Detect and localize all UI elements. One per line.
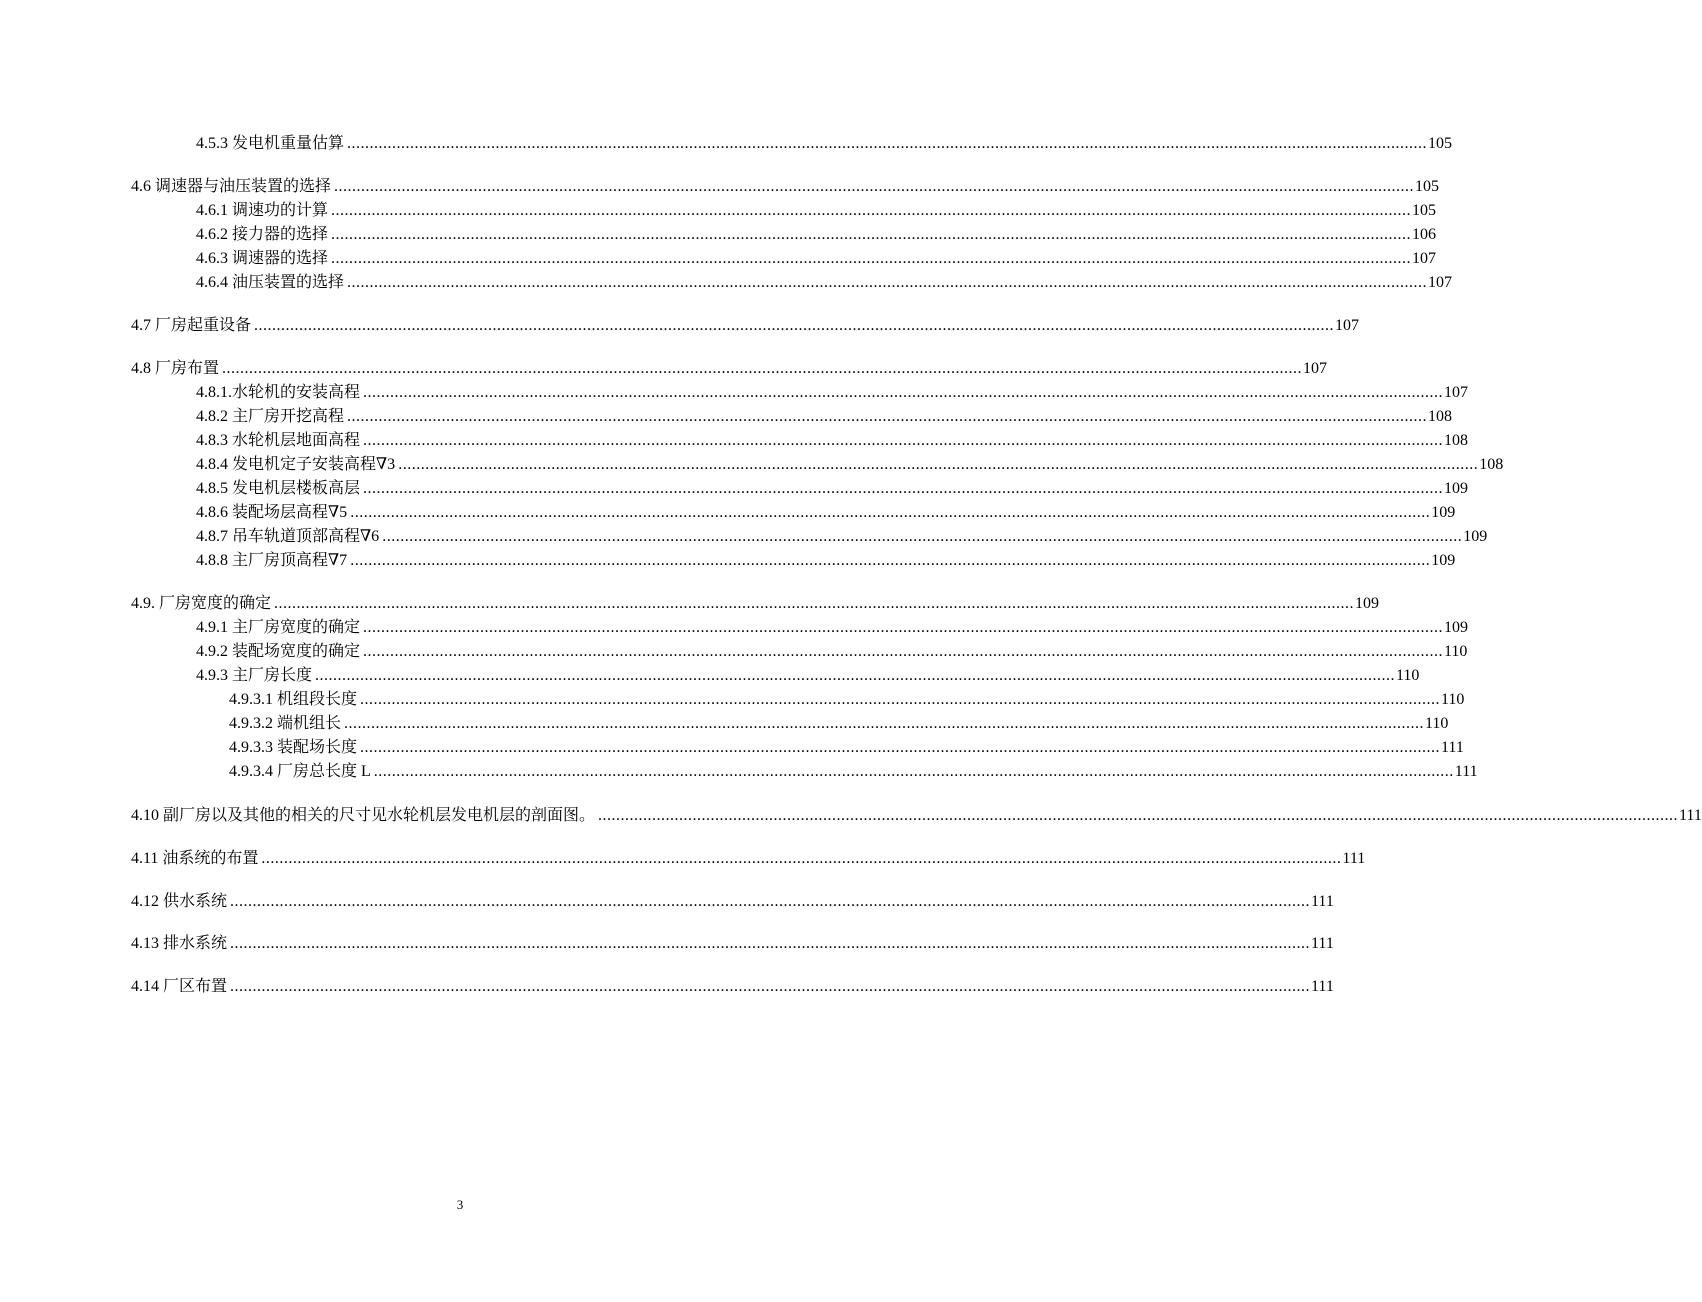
toc-entry-page-number: 111 (1342, 850, 1366, 867)
dot-leader: ................................................................................................................................................................................................................................................ (363, 432, 1444, 449)
toc-entry-title: 4.11 油系统的布置 (131, 850, 259, 867)
dot-leader: ................................................................................................................................................................................................................................................ (360, 691, 1441, 708)
toc-entry[interactable] (196, 453, 1504, 477)
toc-entry[interactable] (196, 549, 1456, 573)
toc-entry[interactable] (196, 501, 1456, 525)
dot-leader: ................................................................................................................................................................................................................................................ (350, 552, 1431, 569)
toc-entry-page-number: 107 (1428, 274, 1453, 291)
dot-leader: ................................................................................................................................................................................................................................................ (254, 317, 1335, 334)
toc-entry[interactable] (196, 640, 1468, 664)
dot-leader: ................................................................................................................................................................................................................................................ (230, 893, 1311, 910)
toc-entry-title: 4.9.3.3 装配场长度 (229, 739, 358, 756)
toc-entry-title: 4.9.1 主厂房宽度的确定 (196, 619, 361, 636)
dot-leader: ................................................................................................................................................................................................................................................ (331, 250, 1412, 267)
toc-entry[interactable] (196, 132, 1453, 156)
toc-entry[interactable] (196, 405, 1453, 429)
toc-entry-page-number: 108 (1428, 408, 1453, 425)
dot-leader: ................................................................................................................................................................................................................................................ (331, 226, 1412, 243)
dot-leader: ................................................................................................................................................................................................................................................ (347, 135, 1428, 152)
toc-entry[interactable] (196, 525, 1488, 549)
toc-entry-title: 4.8.1.水轮机的安装高程 (196, 384, 361, 401)
toc-entry-title: 4.8.6 装配场层高程∇5 (196, 504, 348, 521)
toc-entry[interactable] (196, 223, 1437, 247)
toc-entry-title: 4.14 厂区布置 (131, 978, 228, 995)
toc-entry-title: 4.8.2 主厂房开挖高程 (196, 408, 345, 425)
toc-entry-page-number: 111 (1311, 935, 1334, 952)
toc-entry-title: 4.8.5 发电机层楼板高层 (196, 480, 361, 497)
toc-entry[interactable] (196, 429, 1469, 453)
toc-entry-page-number: 110 (1396, 667, 1420, 684)
dot-leader: ................................................................................................................................................................................................................................................ (331, 202, 1412, 219)
toc-entry[interactable] (131, 890, 1334, 914)
dot-leader: ................................................................................................................................................................................................................................................ (344, 715, 1425, 732)
page-number: 3 (456, 1197, 464, 1212)
toc-entry-title: 4.8 厂房布置 (131, 360, 220, 377)
dot-leader: ................................................................................................................................................................................................................................................ (230, 978, 1311, 995)
toc-entry[interactable] (196, 477, 1469, 501)
toc-entry-page-number: 109 (1444, 480, 1469, 497)
toc-entry-title: 4.8.8 主厂房顶高程∇7 (196, 552, 348, 569)
toc-entry-page-number: 111 (1311, 978, 1334, 995)
dot-leader: ................................................................................................................................................................................................................................................ (398, 456, 1479, 473)
toc-entry-title: 4.6.2 接力器的选择 (196, 226, 329, 243)
toc-entry[interactable] (229, 712, 1449, 736)
toc-entry[interactable] (131, 975, 1334, 999)
dot-leader: ................................................................................................................................................................................................................................................ (373, 763, 1454, 780)
toc-entry-page-number: 108 (1479, 456, 1504, 473)
toc-entry-page-number: 111 (1679, 807, 1702, 824)
toc-entry-title: 4.9.3.2 端机组长 (229, 715, 342, 732)
toc-entry-title: 4.5.3 发电机重量估算 (196, 135, 345, 152)
toc-entry-page-number: 105 (1428, 135, 1453, 152)
toc-entry-page-number: 106 (1412, 226, 1437, 243)
toc-entry[interactable] (229, 760, 1478, 784)
toc-entry-page-number: 110 (1441, 691, 1465, 708)
toc-entry-page-number: 109 (1444, 619, 1469, 636)
toc-entry[interactable] (229, 688, 1465, 712)
toc-entry[interactable] (196, 271, 1453, 295)
toc-entry-title: 4.13 排水系统 (131, 935, 228, 952)
toc-entry-page-number: 105 (1412, 202, 1437, 219)
toc-entry[interactable] (196, 616, 1469, 640)
toc-entry[interactable] (131, 592, 1380, 616)
toc-entry[interactable] (229, 736, 1464, 760)
dot-leader: ................................................................................................................................................................................................................................................ (347, 408, 1428, 425)
toc-entry-title: 4.12 供水系统 (131, 893, 228, 910)
toc-entry-title: 4.7 厂房起重设备 (131, 317, 252, 334)
toc-entry-page-number: 109 (1431, 504, 1456, 521)
toc-entry[interactable] (131, 175, 1440, 199)
toc-entry[interactable] (131, 357, 1328, 381)
toc-entry-title: 4.6.4 油压装置的选择 (196, 274, 345, 291)
toc-entry-page-number: 110 (1425, 715, 1449, 732)
dot-leader: ................................................................................................................................................................................................................................................ (230, 935, 1311, 952)
toc-entry-title: 4.9.2 装配场宽度的确定 (196, 643, 361, 660)
toc-entry[interactable] (131, 314, 1360, 338)
toc-entry-page-number: 111 (1454, 763, 1478, 780)
toc-entry-page-number: 107 (1412, 250, 1437, 267)
toc-entry-page-number: 111 (1311, 893, 1334, 910)
toc-entry-page-number: 107 (1335, 317, 1360, 334)
toc-entry[interactable] (196, 199, 1437, 223)
toc-entry-page-number: 111 (1441, 739, 1464, 756)
toc-entry-page-number: 108 (1444, 432, 1469, 449)
dot-leader: ................................................................................................................................................................................................................................................ (363, 643, 1444, 660)
toc-entry-title: 4.8.3 水轮机层地面高程 (196, 432, 361, 449)
toc-entry-page-number: 107 (1444, 384, 1469, 401)
toc-entry-page-number: 109 (1431, 552, 1456, 569)
toc-entry-page-number: 109 (1355, 595, 1380, 612)
toc-entry-page-number: 110 (1444, 643, 1468, 660)
dot-leader: ................................................................................................................................................................................................................................................ (261, 850, 1342, 867)
dot-leader: ................................................................................................................................................................................................................................................ (222, 360, 1303, 377)
dot-leader: ................................................................................................................................................................................................................................................ (598, 807, 1679, 824)
toc-entry-title: 4.6 调速器与油压装置的选择 (131, 178, 332, 195)
toc-entry-title: 4.9.3 主厂房长度 (196, 667, 313, 684)
dot-leader: ................................................................................................................................................................................................................................................ (347, 274, 1428, 291)
dot-leader: ................................................................................................................................................................................................................................................ (382, 528, 1463, 545)
toc-entry-page-number: 107 (1303, 360, 1328, 377)
toc-entry[interactable] (131, 847, 1366, 871)
dot-leader: ................................................................................................................................................................................................................................................ (363, 619, 1444, 636)
toc-entry[interactable] (131, 804, 1702, 828)
toc-entry-title: 4.8.4 发电机定子安装高程∇3 (196, 456, 396, 473)
toc-entry-title: 4.10 副厂房以及其他的相关的尺寸见水轮机层发电机层的剖面图。 (131, 807, 596, 824)
toc-entry[interactable] (196, 381, 1469, 405)
dot-leader: ................................................................................................................................................................................................................................................ (274, 595, 1355, 612)
toc-entry[interactable] (196, 664, 1420, 688)
dot-leader: ................................................................................................................................................................................................................................................ (360, 739, 1441, 756)
toc-entry-page-number: 109 (1463, 528, 1488, 545)
dot-leader: ................................................................................................................................................................................................................................................ (350, 504, 1431, 521)
dot-leader: ................................................................................................................................................................................................................................................ (315, 667, 1396, 684)
toc-entry[interactable] (131, 932, 1334, 956)
toc-entry-title: 4.9. 厂房宽度的确定 (131, 595, 272, 612)
dot-leader: ................................................................................................................................................................................................................................................ (334, 178, 1415, 195)
dot-leader: ................................................................................................................................................................................................................................................ (363, 480, 1444, 497)
toc-entry-title: 4.6.3 调速器的选择 (196, 250, 329, 267)
toc-entry-page-number: 105 (1415, 178, 1440, 195)
toc-entry[interactable] (196, 247, 1437, 271)
toc-entry-title: 4.9.3.1 机组段长度 (229, 691, 358, 708)
toc-entry-title: 4.9.3.4 厂房总长度 L (229, 763, 371, 780)
dot-leader: ................................................................................................................................................................................................................................................ (363, 384, 1444, 401)
toc-entry-title: 4.8.7 吊车轨道顶部高程∇6 (196, 528, 380, 545)
toc-entry-title: 4.6.1 调速功的计算 (196, 202, 329, 219)
